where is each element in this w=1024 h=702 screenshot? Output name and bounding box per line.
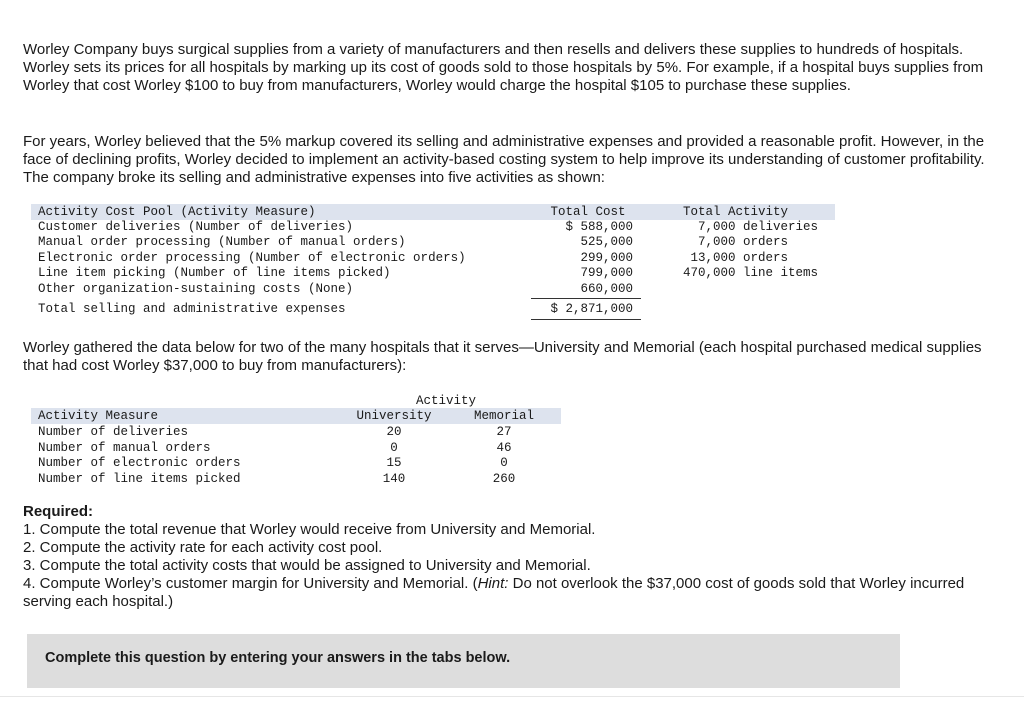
table-row-pool: Other organization-sustaining costs (None) (38, 282, 354, 296)
intro-paragraph: Worley Company buys surgical supplies from a variety of manufacturers and then resells and delivers these supplies to hundreds of hospitals. Worley sets its prices for all hospitals by marking up its cost of goods sold to those hospitals by 5%. For example, if a hospital buys supplies from Worley that cost Worley $100 to buy from manufacturers, Worley would charge the hospital $105 to purchase these supplies. (23, 41, 984, 94)
table-row-memorial: 0 (500, 456, 508, 470)
required-item-4-suffix: Do not overlook the $37,000 cost of goods sold that Worley incurred serving each hospital.) (23, 575, 965, 610)
header-activity-measure: Activity Measure (38, 409, 159, 423)
header-total-activity: Total Activity (683, 205, 789, 219)
table-row-pool: Line item picking (Number of line items picked) (38, 266, 391, 280)
header-university: University (356, 409, 432, 423)
table-row-measure: Number of electronic orders (38, 456, 241, 470)
table-row-activity: 7,000 deliveries (683, 220, 819, 234)
header-total-cost: Total Cost (550, 205, 626, 219)
required-item: 3. Compute the total activity costs that would be assigned to University and Memorial. (23, 557, 591, 574)
table-row-measure: Number of deliveries (38, 425, 189, 439)
table-row-pool: Electronic order processing (Number of electronic orders) (38, 251, 466, 265)
table-row-memorial: 27 (496, 425, 512, 439)
table-row-cost: $ 588,000 (565, 220, 633, 234)
tabs-prompt-box (27, 634, 900, 688)
table-row-university: 20 (386, 425, 402, 439)
table-row-cost: 525,000 (580, 235, 633, 249)
table-row-cost: 660,000 (580, 282, 633, 296)
subtotal-rule (531, 298, 641, 299)
activity-cost-table (31, 204, 835, 321)
activity-group-header: Activity (415, 394, 476, 408)
required-section (23, 503, 998, 611)
table-row-activity: 470,000 line items (683, 266, 819, 280)
table-row-measure: Number of manual orders (38, 441, 211, 455)
table-row-memorial: 46 (496, 441, 512, 455)
required-item: 1. Compute the total revenue that Worley would receive from University and Memorial. (23, 521, 596, 538)
table-row-activity: 7,000 orders (683, 235, 789, 249)
table-row-measure: Number of line items picked (38, 472, 241, 486)
required-heading: Required: (23, 503, 94, 520)
tabs-prompt-text: Complete this question by entering your answers in the tabs below. (45, 650, 511, 666)
hospital-data-paragraph: Worley gathered the data below for two of the many hospitals that it serves—University and Memorial (each hospital purchased medical supplies that had cost Worley $37,000 to buy from manufacturers): (23, 339, 982, 374)
table-row-cost: 299,000 (580, 251, 633, 265)
table-row-memorial: 260 (492, 472, 516, 486)
hint-label: Hint: (477, 575, 509, 592)
required-item-4-prefix: 4. Compute Worley’s customer margin for University and Memorial. ( (23, 575, 478, 592)
hospital-activity-table (31, 395, 561, 491)
total-cost: $ 2,871,000 (550, 302, 633, 316)
total-rule (531, 319, 641, 320)
table-row-university: 0 (390, 441, 398, 455)
table-row-cost: 799,000 (580, 266, 633, 280)
table-row-pool: Customer deliveries (Number of deliveries) (38, 220, 354, 234)
required-item: 2. Compute the activity rate for each activity cost pool. (23, 539, 383, 556)
header-cost-pool: Activity Cost Pool (Activity Measure) (38, 205, 316, 219)
table-row-activity: 13,000 orders (683, 251, 789, 265)
divider (0, 696, 1024, 697)
table-row-university: 15 (386, 456, 402, 470)
background-paragraph: For years, Worley believed that the 5% markup covered its selling and administrative expenses and provided a reasonable profit. However, in the face of declining profits, Worley decided to implement an activity-based costing system to help improve its understanding of customer profitability. The company broke its selling and administrative expenses into five activities as shown: (23, 133, 985, 186)
header-memorial: Memorial (473, 409, 534, 423)
table-row-university: 140 (382, 472, 406, 486)
required-item-4 (23, 575, 998, 611)
table-row-pool: Manual order processing (Number of manual orders) (38, 235, 406, 249)
total-label: Total selling and administrative expenses (38, 302, 346, 316)
